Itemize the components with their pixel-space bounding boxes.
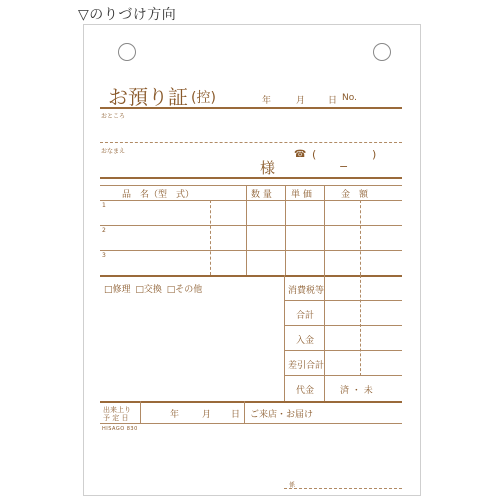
brand-code: HISAGO 830 xyxy=(102,426,138,432)
totals-rule-4 xyxy=(284,375,402,376)
option-repair: □修理 xyxy=(104,285,131,295)
completion-divider-2 xyxy=(244,401,245,423)
punch-hole-left xyxy=(118,43,136,61)
header-item-name: 品 名（型 式） xyxy=(122,190,195,200)
completion-day: 日 xyxy=(231,410,241,420)
completion-top-rule xyxy=(100,401,402,403)
tel-dash: − xyxy=(339,160,349,173)
form-title-sub: (控) xyxy=(191,90,216,106)
address-rule xyxy=(100,142,402,143)
date-day-label: 日 xyxy=(328,96,338,106)
form-title: お預り証 xyxy=(108,85,188,109)
completion-label-2: 予 定 日 xyxy=(103,414,129,422)
amount-divider xyxy=(324,185,325,275)
totals-rule-1 xyxy=(284,300,402,301)
staff-label: 係 xyxy=(289,482,296,489)
receipt-number-label: No. xyxy=(342,93,357,103)
completion-month: 月 xyxy=(202,410,212,420)
totals-left-border xyxy=(284,275,285,401)
completion-year: 年 xyxy=(170,410,180,420)
total-label-balance: 差引合計 xyxy=(288,361,325,371)
completion-divider-1 xyxy=(140,401,141,423)
header-quantity: 数 量 xyxy=(251,190,272,200)
row-rule-2 xyxy=(100,250,402,251)
name-rule xyxy=(100,177,402,179)
qty-divider xyxy=(246,185,247,275)
completion-bottom-rule xyxy=(100,423,402,424)
completion-label-1: 出来上り xyxy=(103,406,131,414)
row-number-2: 2 xyxy=(102,227,106,234)
payment-status: 済 ・ 未 xyxy=(340,386,373,396)
row-number-1: 1 xyxy=(102,202,106,209)
date-year-label: 年 xyxy=(262,96,272,106)
tel-close-paren: ) xyxy=(372,148,377,161)
totals-rule-3 xyxy=(284,350,402,351)
total-label-deposit: 入金 xyxy=(296,336,315,346)
totals-label-divider xyxy=(324,275,325,401)
total-label-sum: 合計 xyxy=(296,311,315,321)
totals-rule-2 xyxy=(284,325,402,326)
total-label-payment: 代金 xyxy=(296,386,315,396)
glue-direction-note: ▽のりづけ方向 xyxy=(78,7,177,23)
service-options xyxy=(104,282,202,295)
option-other: □その他 xyxy=(166,285,203,295)
staff-rule xyxy=(284,488,402,489)
title-rule xyxy=(100,107,402,109)
table-header-rule xyxy=(100,200,402,201)
punch-hole-right xyxy=(373,43,391,61)
address-label: おところ xyxy=(101,113,126,120)
name-label: おなまえ xyxy=(101,148,126,155)
table-top-rule xyxy=(100,185,402,186)
amount-inner-divider xyxy=(360,200,361,275)
unit-divider xyxy=(285,185,286,275)
delivery-option: ご来店・お届け xyxy=(250,410,314,420)
date-month-label: 月 xyxy=(296,96,306,106)
item-inner-divider xyxy=(210,200,211,275)
honorific-sama: 様 xyxy=(260,159,276,177)
header-amount: 金 額 xyxy=(341,190,369,200)
row-rule-1 xyxy=(100,225,402,226)
telephone-icon: ☎ xyxy=(294,149,307,160)
receipt-form-sheet xyxy=(83,24,421,496)
option-exchange: □交換 xyxy=(135,285,162,295)
table-bottom-rule xyxy=(100,275,402,277)
row-number-3: 3 xyxy=(102,252,106,259)
header-unit-price: 単 価 xyxy=(291,190,312,200)
total-label-tax: 消費税等 xyxy=(288,286,325,296)
tel-open-paren: ( xyxy=(312,148,317,161)
